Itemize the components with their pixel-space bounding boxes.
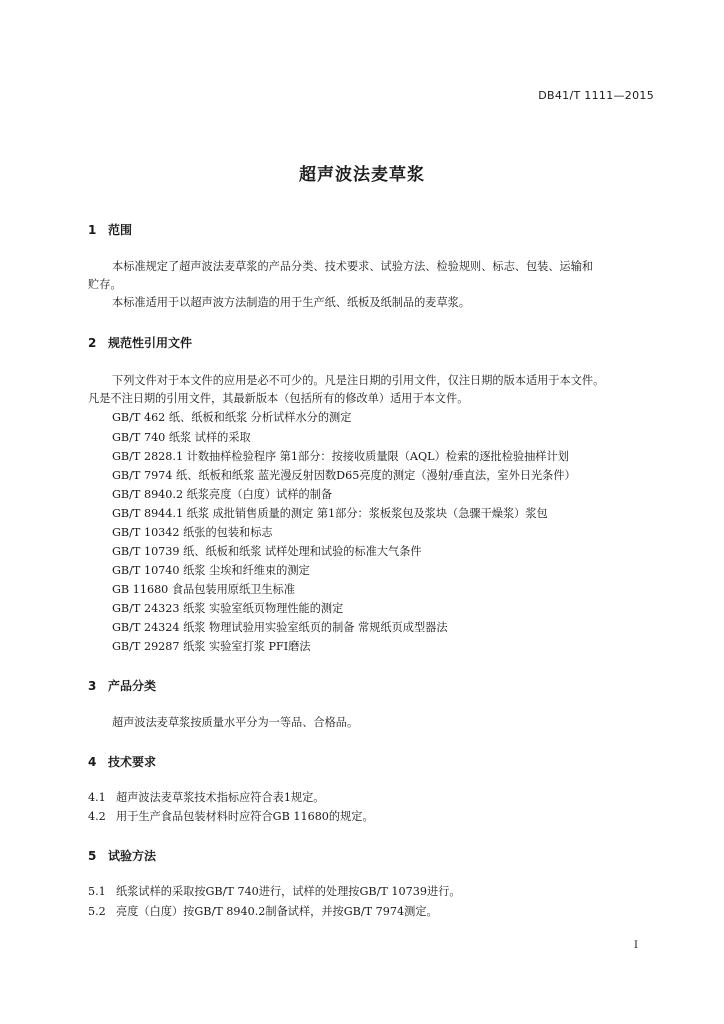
section-heading-technical-requirements <box>88 753 156 770</box>
section-number: 5 <box>88 849 97 863</box>
section-heading-test-methods <box>88 847 156 864</box>
scope-paragraph-line: 贮存。 <box>88 278 122 291</box>
clause-item <box>88 883 461 899</box>
reference-item: GB/T 462 纸、纸板和纸浆 分析试样水分的测定 <box>112 411 352 424</box>
clause-number: 5.2 <box>88 905 106 918</box>
section-title: 技术要求 <box>108 755 157 769</box>
reference-item: GB/T 24323 纸浆 实验室纸页物理性能的测定 <box>112 602 344 615</box>
reference-item: GB/T 2828.1 计数抽样检验程序 第1部分：按接收质量限（AQL）检索的逐批检验抽样计划 <box>112 450 569 463</box>
reference-item: GB 11680 食品包装用原纸卫生标准 <box>112 583 295 596</box>
section-heading-classification <box>88 677 156 694</box>
section-number: 4 <box>88 755 97 769</box>
document-code: DB41/T 1111—2015 <box>538 89 654 102</box>
section-title: 产品分类 <box>108 679 157 693</box>
reference-item: GB/T 8940.2 纸浆亮度（白度）试样的制备 <box>112 488 333 501</box>
reference-item: GB/T 29287 纸浆 实验室打浆 PFI磨法 <box>112 640 311 653</box>
section-title: 规范性引用文件 <box>108 336 193 350</box>
clause-text: 用于生产食品包装材料时应符合GB 11680的规定。 <box>116 810 374 823</box>
section-number: 1 <box>88 223 97 237</box>
section-number: 2 <box>88 336 97 350</box>
reference-item: GB/T 10740 纸浆 尘埃和纤维束的测定 <box>112 564 310 577</box>
clause-number: 5.1 <box>88 885 106 898</box>
document-title: 超声波法麦草浆 <box>299 165 425 185</box>
references-intro-line: 凡是不注日期的引用文件，其最新版本（包括所有的修改单）适用于本文件。 <box>88 392 469 405</box>
clause-item <box>88 789 325 805</box>
reference-item: GB/T 7974 纸、纸板和纸浆 蓝光漫反射因数D65亮度的测定（漫射/垂直法，室外日光条件） <box>112 469 576 482</box>
clause-number: 4.1 <box>88 791 106 804</box>
reference-item: GB/T 8944.1 纸浆 成批销售质量的测定 第1部分：浆板浆包及浆块（急骤干燥浆）浆包 <box>112 507 548 520</box>
clause-number: 4.2 <box>88 810 106 823</box>
section-heading-scope <box>88 221 132 238</box>
section-heading-normative-references <box>88 334 192 351</box>
section-title: 范围 <box>108 223 133 237</box>
page-number: I <box>634 940 638 951</box>
section-title: 试验方法 <box>108 849 157 863</box>
clause-text: 亮度（白度）按GB/T 8940.2制备试样，并按GB/T 7974测定。 <box>116 905 438 918</box>
reference-item: GB/T 24324 纸浆 物理试验用实验室纸页的制备 常规纸页成型器法 <box>112 621 448 634</box>
reference-item: GB/T 740 纸浆 试样的采取 <box>112 431 251 444</box>
scope-paragraph: 本标准适用于以超声波方法制造的用于生产纸、纸板及纸制品的麦草浆。 <box>112 296 471 309</box>
clause-item <box>88 903 438 919</box>
reference-item: GB/T 10739 纸、纸板和纸浆 试样处理和试验的标准大气条件 <box>112 545 422 558</box>
clause-item <box>88 808 374 824</box>
scope-paragraph-line: 本标准规定了超声波法麦草浆的产品分类、技术要求、试验方法、检验规则、标志、包装、运输和 <box>112 260 594 273</box>
reference-item: GB/T 10342 纸张的包装和标志 <box>112 526 273 539</box>
classification-paragraph: 超声波法麦草浆按质量水平分为一等品、合格品。 <box>112 716 359 729</box>
clause-text: 纸浆试样的采取按GB/T 740进行，试样的处理按GB/T 10739进行。 <box>116 885 461 898</box>
references-intro-line: 下列文件对于本文件的应用是必不可少的。凡是注日期的引用文件，仅注日期的版本适用于本文件。 <box>112 374 605 387</box>
section-number: 3 <box>88 679 97 693</box>
clause-text: 超声波法麦草浆技术指标应符合表1规定。 <box>116 791 325 804</box>
